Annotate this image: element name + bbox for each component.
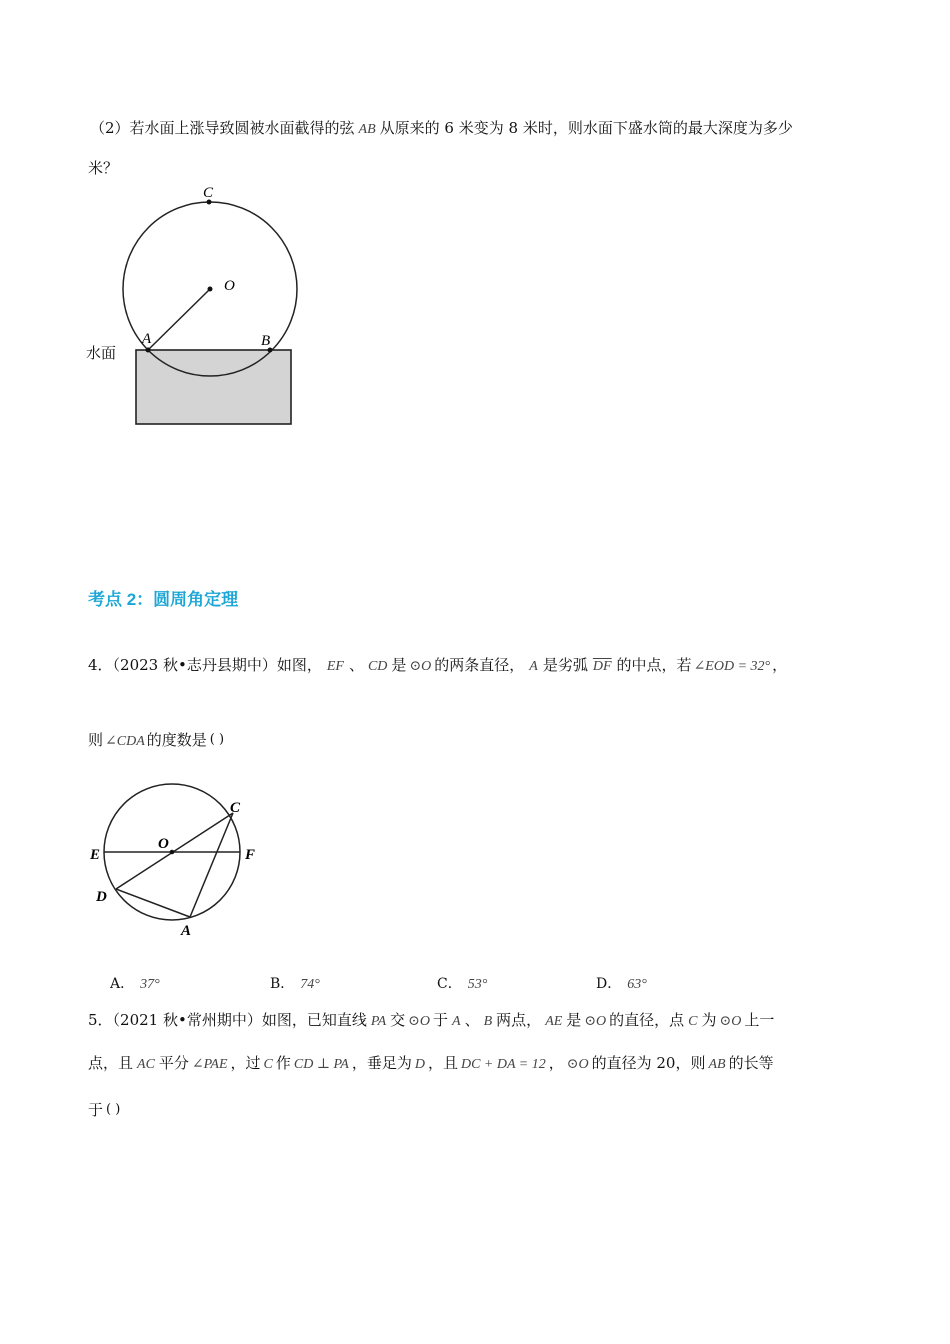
label-e: E — [90, 847, 101, 863]
arc-df: $\overline{DF}$ — [592, 659, 612, 674]
option-b: B． 74° — [270, 976, 320, 992]
math-chord-ab: AB — [358, 122, 376, 137]
label-b: B — [261, 333, 271, 349]
answer-paren: ( ) — [209, 732, 225, 747]
label-a: A — [181, 923, 192, 939]
radius-oa — [148, 289, 210, 350]
center-point-o — [208, 287, 213, 292]
q4-number: 4． — [88, 656, 113, 674]
water-label: 水面 — [86, 344, 117, 362]
option-c: C． 53° — [437, 976, 488, 992]
label-o: O — [224, 278, 235, 294]
circle-diameters-figure — [85, 780, 265, 940]
q3-part2-line2: 米？ — [88, 159, 119, 177]
q5-line3: 于 ( ) — [88, 1101, 121, 1119]
label-d: D — [96, 889, 107, 905]
label-c: C — [230, 800, 241, 816]
center-point-o — [170, 850, 175, 855]
label-f: F — [245, 847, 256, 863]
section-heading: 考点 2：圆周角定理 — [88, 590, 239, 609]
point-a — [146, 348, 151, 353]
option-a: A． 37° — [110, 976, 160, 992]
q4-line1: 4．（2023 秋•志丹县期中）如图， EF 、 CD 是 ⊙O 的两条直径， A 是劣弧 $\overline{DF}$ 的中点，若 ∠EOD = 32° ， — [88, 656, 788, 674]
segment-ac — [190, 813, 233, 917]
q5-line2: 点，且 AC 平分 ∠PAE ，过 C 作 CD ⊥ PA ，垂足为 D ，且 DC + DA = 12 ， ⊙O 的直径为 20，则 AB 的长等 — [88, 1054, 774, 1072]
q5-line1: 5．（2021 秋•常州期中）如图，已知直线 PA 交 ⊙O 于 A 、 B 两点， AE 是 ⊙O 的直径，点 C 为 ⊙O 上一 — [88, 1011, 775, 1029]
water-body-rect — [136, 350, 291, 424]
q3-part2-line1: （2）若水面上涨导致圆被水面截得的弦 AB 从原来的 6 米变为 8 米时，则水面下盛水筒的最大深度为多少 — [90, 119, 793, 137]
answer-paren: ( ) — [106, 1102, 121, 1117]
label-c: C — [203, 185, 214, 201]
option-d: D． 63° — [596, 976, 647, 992]
q5-number: 5． — [88, 1011, 113, 1029]
diameter-cd — [116, 813, 233, 889]
water-wheel-figure — [80, 180, 320, 435]
label-a: A — [142, 331, 152, 347]
label-o: O — [158, 836, 169, 852]
q4-line2: 则 ∠CDA 的度数是 ( ) — [88, 731, 225, 749]
